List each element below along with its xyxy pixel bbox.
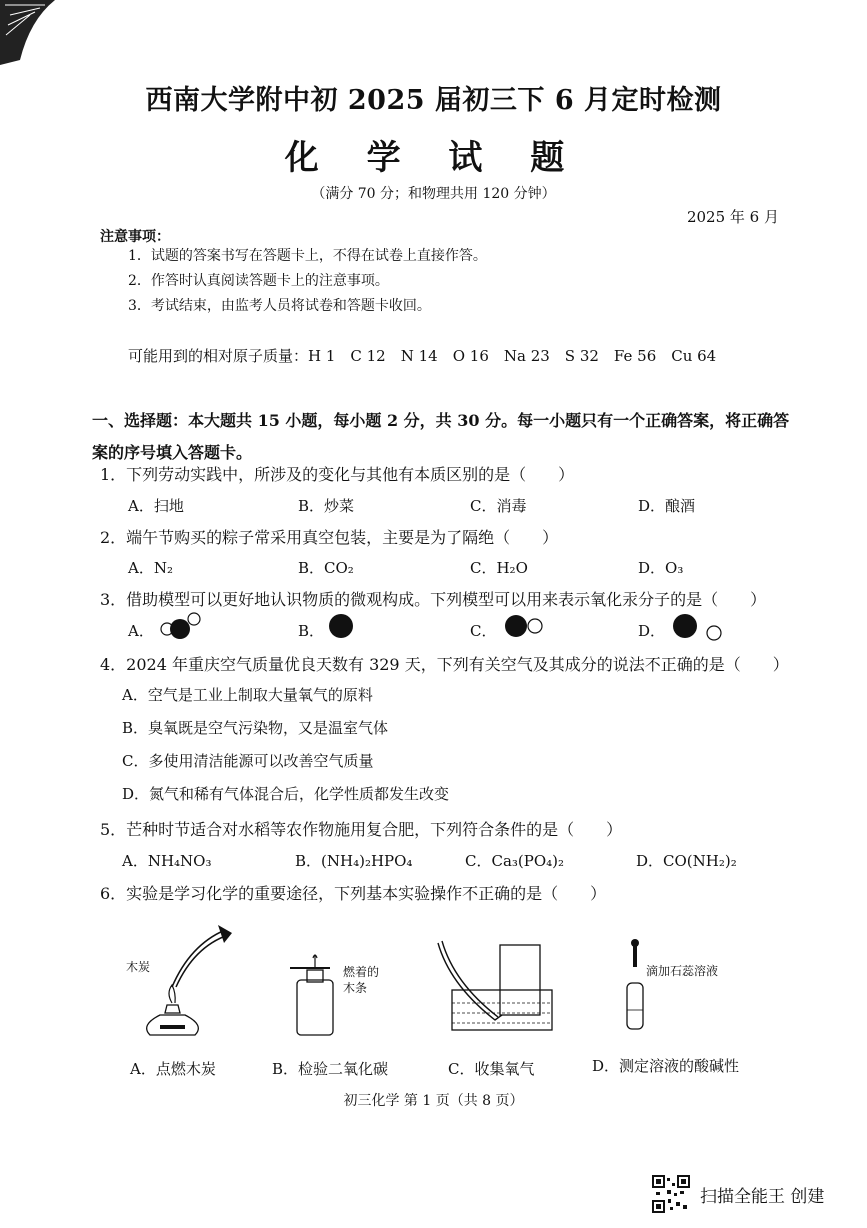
option-a: A．空气是工业上制取大量氧气的原料 bbox=[122, 686, 373, 704]
exam-subtitle: （满分 70 分；和物理共用 120 分钟） bbox=[311, 186, 556, 202]
option-a: A．扫地 bbox=[128, 497, 184, 515]
notice-item: 2．作答时认真阅读答题卡上的注意事项。 bbox=[128, 273, 389, 289]
molecule-model-a bbox=[158, 610, 206, 642]
question-stem: 3．借助模型可以更好地认识物质的微观构成。下列模型可以用来表示氧化汞分子的是（ ） bbox=[100, 590, 767, 609]
corner-ornament bbox=[0, 0, 60, 70]
figure-check-co2 bbox=[285, 950, 345, 1040]
option-a: A． bbox=[128, 622, 154, 640]
figure-ignite-charcoal bbox=[120, 915, 250, 1040]
option-c: C．消毒 bbox=[470, 497, 527, 515]
option-a: A．点燃木炭 bbox=[130, 1060, 216, 1078]
option-d: D．O₃ bbox=[638, 559, 684, 577]
question-stem: 4．2024 年重庆空气质量优良天数有 329 天，下列有关空气及其成分的说法不正确的是（ ） bbox=[100, 655, 789, 674]
question-stem: 6．实验是学习化学的重要途径，下列基本实验操作不正确的是（ ） bbox=[100, 884, 607, 903]
option-d: D．测定溶液的酸碱性 bbox=[592, 1057, 740, 1075]
figure-collect-oxygen bbox=[430, 935, 560, 1040]
molecule-model-b bbox=[326, 611, 356, 641]
option-c: C．Ca₃(PO₄)₂ bbox=[465, 852, 565, 870]
notice-item: 1．试题的答案书写在答题卡上，不得在试卷上直接作答。 bbox=[128, 248, 487, 264]
option-d: D．氮气和稀有气体混合后，化学性质都发生改变 bbox=[122, 785, 450, 803]
scanner-watermark: 扫描全能王 创建 bbox=[700, 1187, 825, 1207]
option-b: B．CO₂ bbox=[298, 559, 354, 577]
molecule-model-d bbox=[670, 611, 726, 643]
notice-item: 3．考试结束，由监考人员将试卷和答题卡收回。 bbox=[128, 298, 431, 314]
option-d: D． bbox=[638, 622, 666, 640]
qr-code-icon bbox=[652, 1175, 690, 1213]
page-footer: 初三化学 第 1 页（共 8 页） bbox=[343, 1093, 524, 1109]
option-c: C．多使用清洁能源可以改善空气质量 bbox=[122, 752, 374, 770]
notice-heading: 注意事项： bbox=[100, 229, 170, 245]
subject-title: 化 学 试 题 bbox=[284, 138, 583, 178]
option-d: D．CO(NH₂)₂ bbox=[636, 852, 737, 870]
atomic-masses: 可能用到的相对原子质量：H 1 C 12 N 14 O 16 Na 23 S 32 Fe 56 Cu 64 bbox=[128, 347, 717, 365]
option-b: B．检验二氧化碳 bbox=[272, 1060, 389, 1078]
question-stem: 1．下列劳动实践中，所涉及的变化与其他有本质区别的是（ ） bbox=[100, 465, 575, 484]
molecule-model-c bbox=[502, 611, 546, 641]
exam-date: 2025 年 6 月 bbox=[686, 208, 779, 226]
figure-litmus-test bbox=[620, 935, 650, 1035]
option-d: D．酿酒 bbox=[638, 497, 696, 515]
question-stem: 5．芒种时节适合对水稻等农作物施用复合肥，下列符合条件的是（ ） bbox=[100, 820, 623, 839]
option-c: C．收集氧气 bbox=[448, 1060, 535, 1078]
figure-label: 木条 bbox=[343, 981, 368, 995]
option-b: B．(NH₄)₂HPO₄ bbox=[295, 852, 413, 870]
option-b: B．臭氧既是空气污染物，又是温室气体 bbox=[122, 719, 389, 737]
question-stem: 2．端午节购买的粽子常采用真空包装，主要是为了隔绝（ ） bbox=[100, 528, 559, 547]
option-c: C． bbox=[470, 622, 497, 640]
option-a: A．N₂ bbox=[128, 559, 173, 577]
option-b: B．炒菜 bbox=[298, 497, 355, 515]
figure-label: 燃着的 bbox=[343, 965, 380, 979]
option-b: B． bbox=[298, 622, 325, 640]
figure-label: 滴加石蕊溶液 bbox=[646, 964, 719, 978]
figure-label: 木炭 bbox=[126, 960, 151, 974]
option-a: A．NH₄NO₃ bbox=[122, 852, 212, 870]
exam-title: 西南大学附中初 2025 届初三下 6 月定时检测 bbox=[145, 85, 722, 116]
option-c: C．H₂O bbox=[470, 559, 528, 577]
section-heading: 一、选择题：本大题共 15 小题，每小题 2 分，共 30 分。每一小题只有一个正确答案，将正确答案的序号填入答题卡。 bbox=[92, 411, 790, 462]
